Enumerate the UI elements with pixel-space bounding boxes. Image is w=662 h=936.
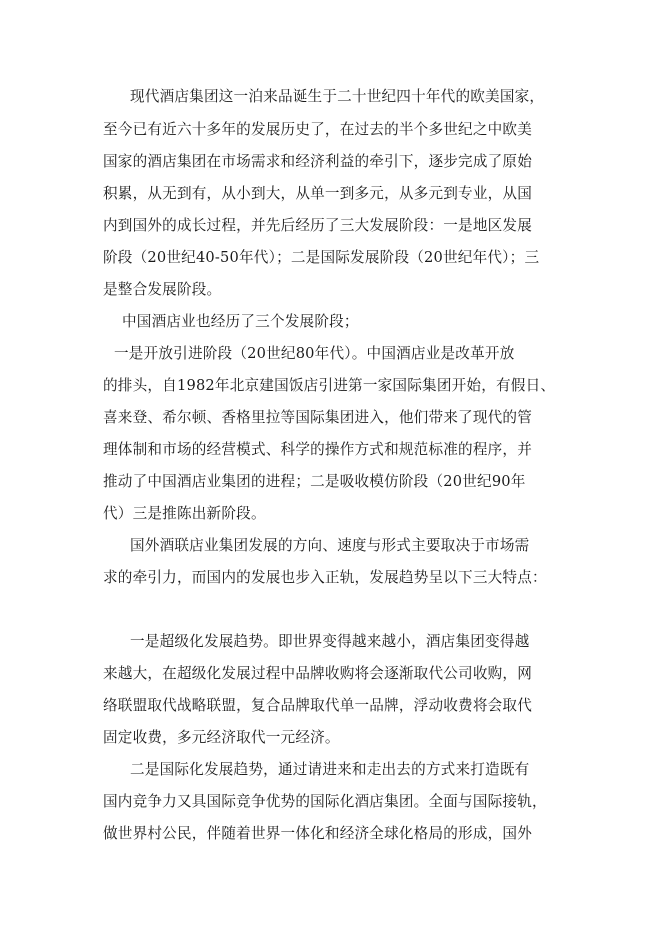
paragraph-5-line-4: 固定收费，多元经济取代一元经济。 (103, 729, 340, 746)
paragraph-3-line-6: 代）三是推陈出新阶段。 (103, 505, 266, 522)
paragraph-1-line-5: 内到国外的成长过程，并先后经历了三大发展阶段：一是地区发展 (103, 217, 533, 234)
paragraph-4-line-1: 国外酒联店业集团发展的方向、速度与形式主要取决于市场需 (130, 537, 530, 554)
paragraph-1-line-7: 是整合发展阶段。 (103, 281, 222, 298)
paragraph-2-line-1: 中国酒店业也经历了三个发展阶段； (122, 313, 359, 330)
paragraph-3-line-5: 推动了中国酒店业集团的进程；二是吸收模仿阶段（20世纪90年 (103, 473, 526, 490)
paragraph-4-line-2: 求的牵引力，而国内的发展也步入正轨，发展趋势呈以下三大特点： (103, 569, 547, 586)
paragraph-5-line-3: 络联盟取代战略联盟，复合品牌取代单一品牌，浮动收费将会取代 (103, 697, 533, 714)
paragraph-1-line-6: 阶段（20世纪40-50年代）；二是国际发展阶段（20世纪年代）；三 (103, 249, 540, 266)
paragraph-1-line-3: 国家的酒店集团在市场需求和经济利益的牵引下，逐步完成了原始 (103, 153, 533, 170)
paragraph-1-line-1: 现代酒店集团这一泊来品诞生于二十世纪四十年代的欧美国家， (130, 88, 545, 105)
paragraph-6-line-2: 国内竞争力又具国际竞争优势的国际化酒店集团。全面与国际接轨， (103, 793, 547, 810)
paragraph-3-line-4: 理体制和市场的经营模式、科学的操作方式和规范标准的程序，并 (103, 441, 533, 458)
paragraph-3-line-2: 的排头，自1982年北京建国饭店引进第一家国际集团开始，有假日、 (103, 377, 556, 394)
paragraph-1-line-4: 积累，从无到有，从小到大，从单一到多元，从多元到专业，从国 (103, 185, 533, 202)
paragraph-3-line-3: 喜来登、希尔顿、香格里拉等国际集团进入，他们带来了现代的管 (103, 409, 533, 426)
paragraph-5-line-2: 来越大，在超级化发展过程中品牌收购将会逐渐取代公司收购，网 (103, 665, 533, 682)
paragraph-1-line-2: 至今已有近六十多年的发展历史了，在过去的半个多世纪之中欧美 (103, 121, 533, 138)
paragraph-5-line-1: 一是超级化发展趋势。即世界变得越来越小，酒店集团变得越 (130, 633, 530, 650)
paragraph-6-line-1: 二是国际化发展趋势，通过请进来和走出去的方式来打造既有 (130, 761, 530, 778)
paragraph-6-line-3: 做世界村公民，伴随着世界一体化和经济全球化格局的形成，国外 (103, 825, 533, 842)
paragraph-3-line-1: 一是开放引进阶段（20世纪80年代）。中国酒店业是改革开放 (114, 345, 515, 362)
